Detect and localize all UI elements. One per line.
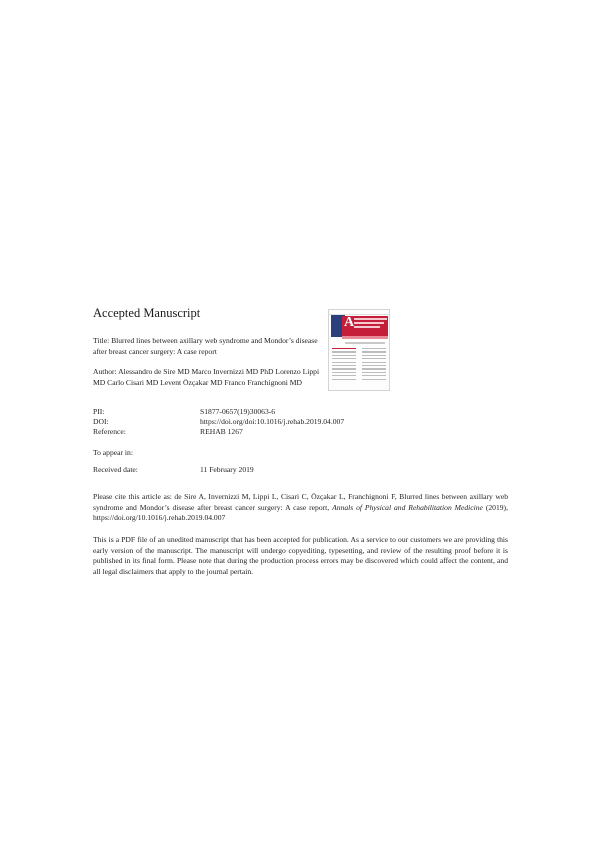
citation-paragraph xyxy=(93,492,508,524)
reference-label: Reference: xyxy=(93,427,126,436)
doi-value: https://doi.org/doi:10.1016/j.rehab.2019.04.007 xyxy=(200,417,345,426)
pii-label: PII: xyxy=(93,407,105,416)
reference-value: REHAB 1267 xyxy=(200,427,243,436)
to-appear-in: To appear in: xyxy=(93,448,133,457)
received-value: 11 February 2019 xyxy=(200,465,254,474)
citation-suffix: (2019), https://doi.org/10.1016/j.rehab.2019.04.007 xyxy=(93,502,508,522)
received-label: Received date: xyxy=(93,465,138,474)
doi-label: DOI: xyxy=(93,417,109,426)
citation-prefix: Please cite this article as: de Sire A, Invernizzi M, Lippi L, Cisari C, Özçakar L, Franchignoni F, Blurred lines between axillary web syndrome and Mondor’s disease after breast cancer surgery: A case report, xyxy=(93,492,508,512)
journal-cover-image: A xyxy=(328,309,390,391)
citation-journal: Annals of Physical and Rehabilitation Medicine xyxy=(332,502,483,512)
manuscript-heading: Accepted Manuscript xyxy=(93,306,201,320)
disclaimer-paragraph: This is a PDF file of an unedited manuscript that has been accepted for publication. As a service to our customers we are providing this early version of the manuscript. The manuscript will undergo copyediting, typesetting, and review of the resulting proof before it is published in its final form. Please note that during the production process errors may be discovered which could affect the content, and all legal disclaimers that apply to the journal pertain. xyxy=(93,535,508,576)
author-list: Author: Alessandro de Sire MD Marco Invernizzi MD PhD Lorenzo Lippi MD Carlo Cisari MD Levent Özçakar MD Franco Franchignoni MD xyxy=(93,367,320,387)
pii-value: S1877-0657(19)30063-6 xyxy=(200,407,276,416)
article-title: Title: Blurred lines between axillary web syndrome and Mondor’s disease after breast cancer surgery: A case report xyxy=(93,336,318,356)
